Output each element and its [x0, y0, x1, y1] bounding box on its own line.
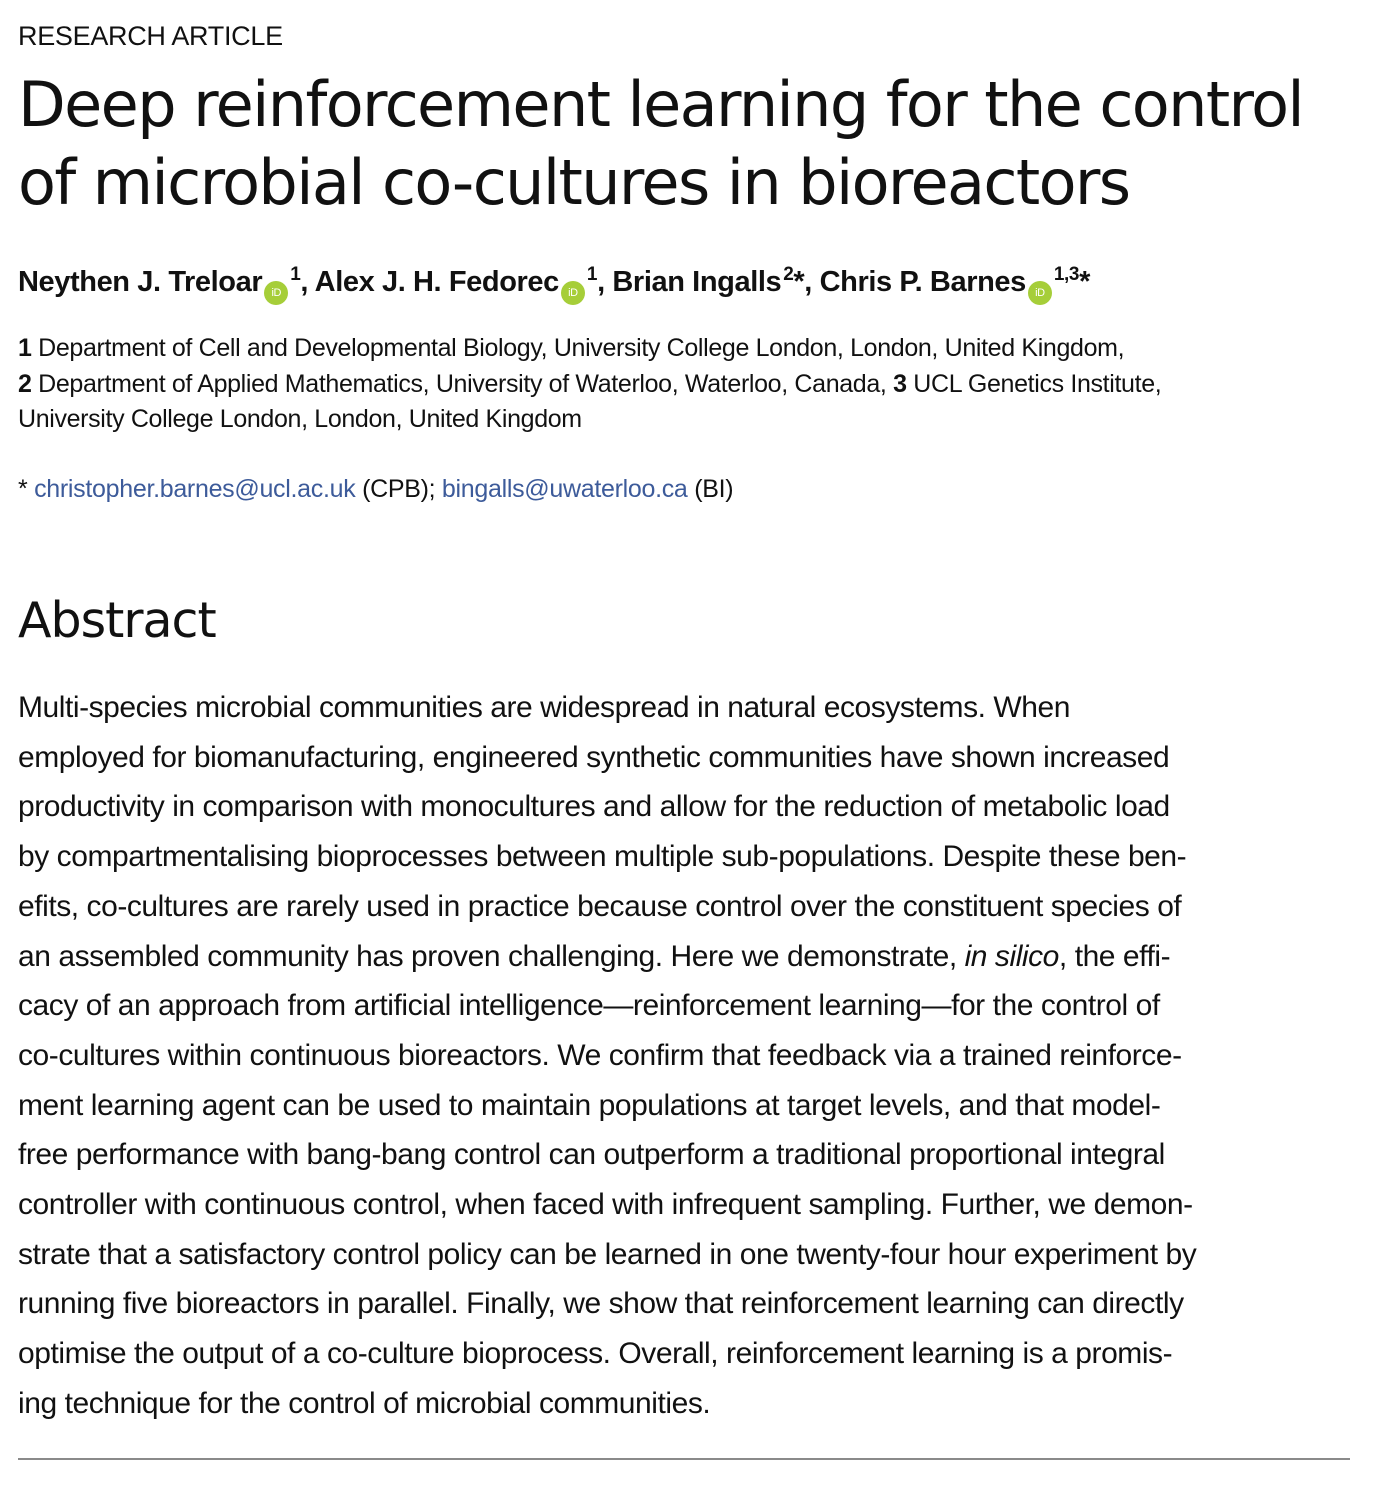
affiliation-number: 1 — [18, 334, 32, 362]
affiliation-number: 2 — [18, 369, 32, 398]
author-affiliation-superscript: 1 — [586, 264, 598, 285]
correspondence-star: * — [18, 475, 28, 503]
author-separator: , — [597, 266, 613, 298]
abstract-line: running five bioreactors in parallel. Finally, we show that reinforcement learning can directly — [18, 1287, 1184, 1321]
abstract-line: employed for biomanufacturing, engineered synthetic communities have shown increased — [18, 740, 1170, 774]
affiliation-text: Department of Cell and Developmental Biology, University College London, London, United Kingdom, — [38, 334, 1125, 362]
title-line-2: of microbial co-cultures in bioreactors — [18, 146, 1130, 219]
author-affiliation-superscript: 1 — [290, 264, 301, 285]
divider — [18, 1458, 1350, 1460]
author-name: Brian Ingalls — [612, 266, 782, 298]
orcid-icon[interactable]: iD — [561, 281, 585, 305]
affiliation-text: Department of Applied Mathematics, University of Waterloo, Waterloo, Canada, — [38, 369, 887, 398]
correspondence-initials: (BI) — [694, 475, 734, 503]
author-name: Chris P. Barnes — [819, 266, 1026, 298]
abstract-line: ing technique for the control of microbial communities. — [18, 1386, 711, 1420]
email-link-barnes[interactable]: christopher.barnes@ucl.ac.uk — [34, 475, 356, 503]
abstract-line: ment learning agent can be used to maintain populations at target levels, and that model- — [18, 1088, 1161, 1122]
author-separator: , — [804, 266, 820, 298]
affiliation-text: University College London, London, United Kingdom — [18, 405, 582, 433]
affiliations — [18, 331, 1358, 438]
orcid-icon[interactable]: iD — [264, 281, 288, 305]
paper-title — [18, 66, 1358, 222]
abstract-line: efits, co-cultures are rarely used in practice because control over the constituent species of — [18, 889, 1182, 923]
email-link-ingalls[interactable]: bingalls@uwaterloo.ca — [441, 475, 688, 503]
abstract-line — [18, 932, 1358, 982]
abstract-line: cacy of an approach from artificial intelligence—reinforcement learning—for the control of — [18, 989, 1160, 1023]
author-separator: , — [300, 266, 315, 298]
italic-term: in silico — [964, 939, 1059, 973]
abstract-line: by compartmentalising bioprocesses between multiple sub-populations. Despite these ben- — [18, 840, 1187, 874]
title-line-1: Deep reinforcement learning for the control — [18, 68, 1304, 141]
abstract-line: co-cultures within continuous bioreactors. We confirm that feedback via a trained reinforce- — [18, 1038, 1182, 1072]
abstract-text-run: , the effi- — [1058, 939, 1171, 973]
corresponding-star: * — [793, 266, 805, 298]
affiliation-text: UCL Genetics Institute, — [913, 369, 1162, 398]
correspondence — [18, 473, 1358, 505]
correspondence-initials: (CPB); — [362, 475, 436, 503]
author-affiliation-superscript: 2 — [783, 264, 794, 285]
affiliation-number: 3 — [893, 369, 907, 398]
abstract-heading: Abstract — [18, 592, 216, 649]
abstract-text-run: an assembled community has proven challenging. Here we demonstrate, — [18, 939, 965, 973]
author-list — [18, 262, 1358, 306]
abstract-text — [18, 683, 1358, 1429]
article-type-label: RESEARCH ARTICLE — [18, 21, 283, 51]
abstract-line: free performance with bang-bang control can outperform a traditional proportional integral — [18, 1138, 1165, 1172]
author-name: Neythen J. Treloar — [18, 266, 263, 298]
abstract-line: Multi-species microbial communities are widespread in natural ecosystems. When — [18, 691, 1070, 724]
corresponding-star: * — [1079, 266, 1090, 298]
abstract-line: strate that a satisfactory control policy can be learned in one twenty-four hour experiment by — [18, 1237, 1197, 1271]
orcid-icon[interactable]: iD — [1028, 281, 1052, 305]
author-name: Alex J. H. Fedorec — [314, 266, 559, 298]
abstract-line: productivity in comparison with monocultures and allow for the reduction of metabolic load — [18, 790, 1170, 824]
abstract-line: optimise the output of a co-culture bioprocess. Overall, reinforcement learning is a promis- — [18, 1337, 1173, 1371]
abstract-line: controller with continuous control, when faced with infrequent sampling. Further, we demon- — [18, 1188, 1193, 1222]
author-affiliation-superscript: 1,3 — [1053, 264, 1080, 285]
